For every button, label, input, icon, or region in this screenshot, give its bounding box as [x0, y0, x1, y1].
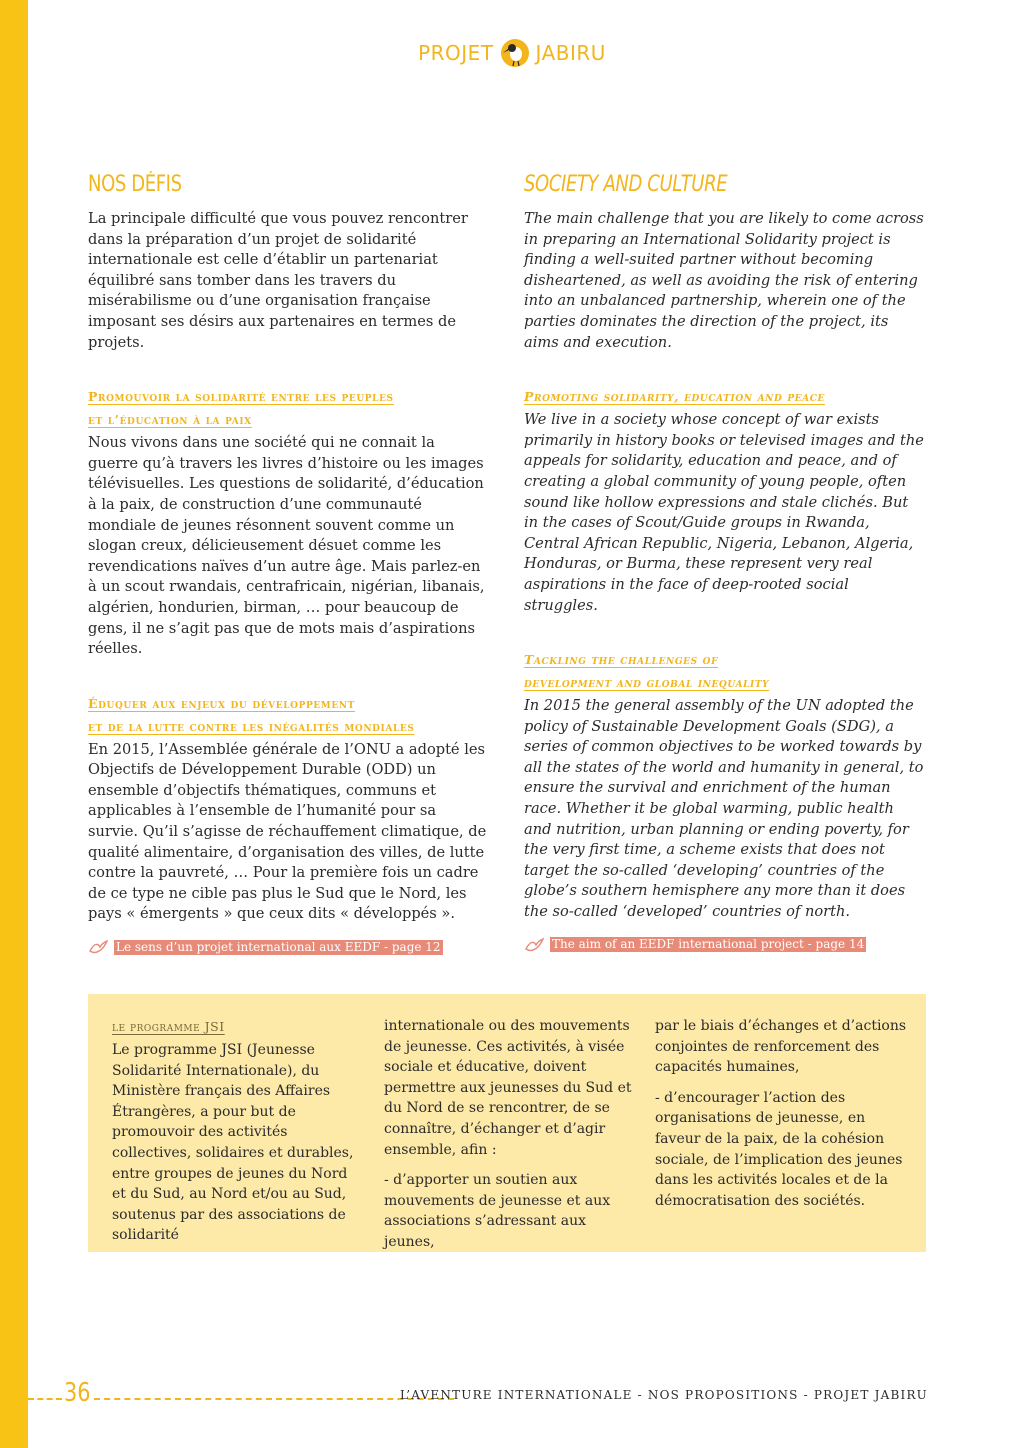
right-section-title: SOCIETY AND CULTURE: [524, 172, 728, 197]
jabiru-bird-icon: [500, 38, 530, 68]
logo-right-text: JABIRU: [535, 41, 606, 65]
footer-dash-left: [28, 1398, 62, 1400]
jsi-box-title-text: le programme JSI: [112, 1019, 225, 1034]
left-paragraph-1: Nous vivons dans une société qui ne connait la guerre qu’à travers les livres d’histoire ou les images télévisuelles. Les questions de solidarité, d’éducation à la paix, de construction d’une communauté mondiale de jeunes résonnent souvent comme un slogan creux, délicieusement désuet comme les revendications naïves d’un autre âge. Mais parlez-en à un scout rwandais, centrafricain, nigérian, libanais, algérien, hondurien, birman, … pour beaucoup de gens, il ne s’agit pas que de mots mais d’aspirations réelles.: [88, 434, 485, 658]
page-number: 36: [64, 1378, 91, 1408]
right-paragraph-2: In 2015 the general assembly of the UN adopted the policy of Sustainable Development Goals (SDG), a series of common objectives to be worked towards by all the states of the world and humanity in general, to ensure the survival and enrichment of the human race. Whether it be global warming, public health and nutrition, urban planning or ending poverty, for the very first time, a scheme exists that does not target the so-called ‘developing’ countries of the globe’s southern hemisphere any more than it does the so-called ‘developed’ countries of north.: [524, 697, 924, 921]
right-subtitle-2-line1: Tackling the challenges of: [524, 652, 719, 668]
right-paragraph-1: We live in a society whose concept of war exists primarily in history books or televised images and the appeals for solidarity, education and peace, and of creating a global community of young people, often sound like hollow expressions and stale clichés. But in the cases of Scout/Guide groups in Rwanda, Central African Republic, Nigeria, Lebanon, Algeria, Honduras, or Burma, these represent very real aspirations in the face of deep-rooted social struggles.: [524, 411, 924, 614]
jsi-column-1: [112, 1016, 356, 1246]
jsi-program-box: [88, 994, 926, 1252]
left-subtitle-2-line1: Éduquer aux enjeux du développement: [88, 695, 355, 711]
bird-arrow-icon: [524, 937, 544, 953]
left-paragraph-2: En 2015, l’Assemblée générale de l’ONU a adopté les Objectifs de Développement Durable (ODD) un ensemble d’objectifs thématiques, communs et applicables à l’ensemble de l’humanité pour sa survie. Qu’il s’agisse de réchauffement climatique, de qualité alimentaire, d’organisation des villes, de lutte contre la pauvreté, … Pour la première fois un cadre de ce type ne cible pas plus le Sud que le Nord, les pays « émergents » que ceux dits « développés ».: [88, 740, 487, 923]
jsi-col3-text-b: - d’encourager l’action des organisations de jeunesse, en faveur de la paix, de la cohésion sociale, de l’implication des jeunes dans les activités locales et de la démocratisation des sociétés.: [655, 1089, 903, 1209]
page-header: [0, 38, 1024, 82]
page-footer: [28, 1376, 928, 1412]
jsi-col1-text: Le programme JSI (Jeunesse Solidarité Internationale), du Ministère français des Affaires Étrangères, a pour but de promouvoir des activités collectives, solidaires et durables, entre groupes de jeunes du Nord et du Sud, au Nord et/ou au Sud, soutenus par des associations de solidarité: [112, 1042, 354, 1244]
left-reference-link[interactable]: [88, 939, 488, 955]
right-column: [524, 172, 924, 953]
left-subtitle-2: [88, 692, 488, 738]
left-intro: La principale difficulté que vous pouvez rencontrer dans la préparation d’un projet de solidarité internationale est celle d’établir un partenariat équilibré sans tomber dans les travers du misérabilisme ou d’une organisation française imposant ses désirs aux partenaires en termes de projets.: [88, 210, 468, 351]
left-column: [88, 172, 488, 955]
jsi-col2-text-b: - d’apporter un soutien aux mouvements de jeunesse et aux associations s’adressant aux jeunes,: [384, 1172, 611, 1250]
left-subtitle-1-line1: Promouvoir la solidarité entre les peuples: [88, 389, 394, 405]
right-subtitle-2: [524, 648, 924, 694]
project-logo: [418, 38, 606, 68]
jsi-col2-text-a: internationale ou des mouvements de jeunesse. Ces activités, à visée sociale et éducative, doivent permettre aux jeunesses du Sud et du Nord de se rencontrer, de se connaître, d’échanger et d’agir ensemble, afin :: [384, 1018, 632, 1158]
left-subtitle-1: [88, 385, 488, 431]
footer-text: L’AVENTURE INTERNATIONALE - NOS PROPOSITIONS - PROJET JABIRU: [399, 1388, 928, 1402]
right-reference-link[interactable]: [524, 937, 924, 953]
left-section-title: NOS DÉFIS: [88, 172, 182, 197]
bird-arrow-icon: [88, 939, 108, 955]
right-intro: The main challenge that you are likely to come across in preparing an International Solidarity project is finding a well-suited partner without becoming disheartened, as well as avoiding the risk of entering into an unbalanced partnership, wherein one of the parties dominates the direction of the project, its aims and execution.: [524, 210, 924, 351]
jsi-column-3: [655, 1016, 910, 1211]
right-subtitle-2-line2: development and global inequality: [524, 675, 770, 691]
jsi-box-title: [112, 1016, 356, 1038]
logo-left-text: PROJET: [418, 41, 494, 65]
jsi-column-2: [384, 1016, 634, 1253]
left-reference-text[interactable]: Le sens d’un projet international aux EEDF - page 12: [116, 939, 441, 954]
left-subtitle-1-line2: et l’éducation à la paix: [88, 412, 252, 428]
right-reference-text[interactable]: The aim of an EEDF international project - page 14: [552, 937, 865, 952]
side-color-bar: [0, 0, 28, 1448]
right-subtitle-1-line1: Promoting solidarity, education and peace: [524, 389, 825, 405]
right-subtitle-1: [524, 385, 924, 408]
jsi-col3-text-a: par le biais d’échanges et d’actions conjointes de renforcement des capacités humaines,: [655, 1018, 907, 1076]
left-subtitle-2-line2: et de la lutte contre les inégalités mondiales: [88, 718, 415, 734]
